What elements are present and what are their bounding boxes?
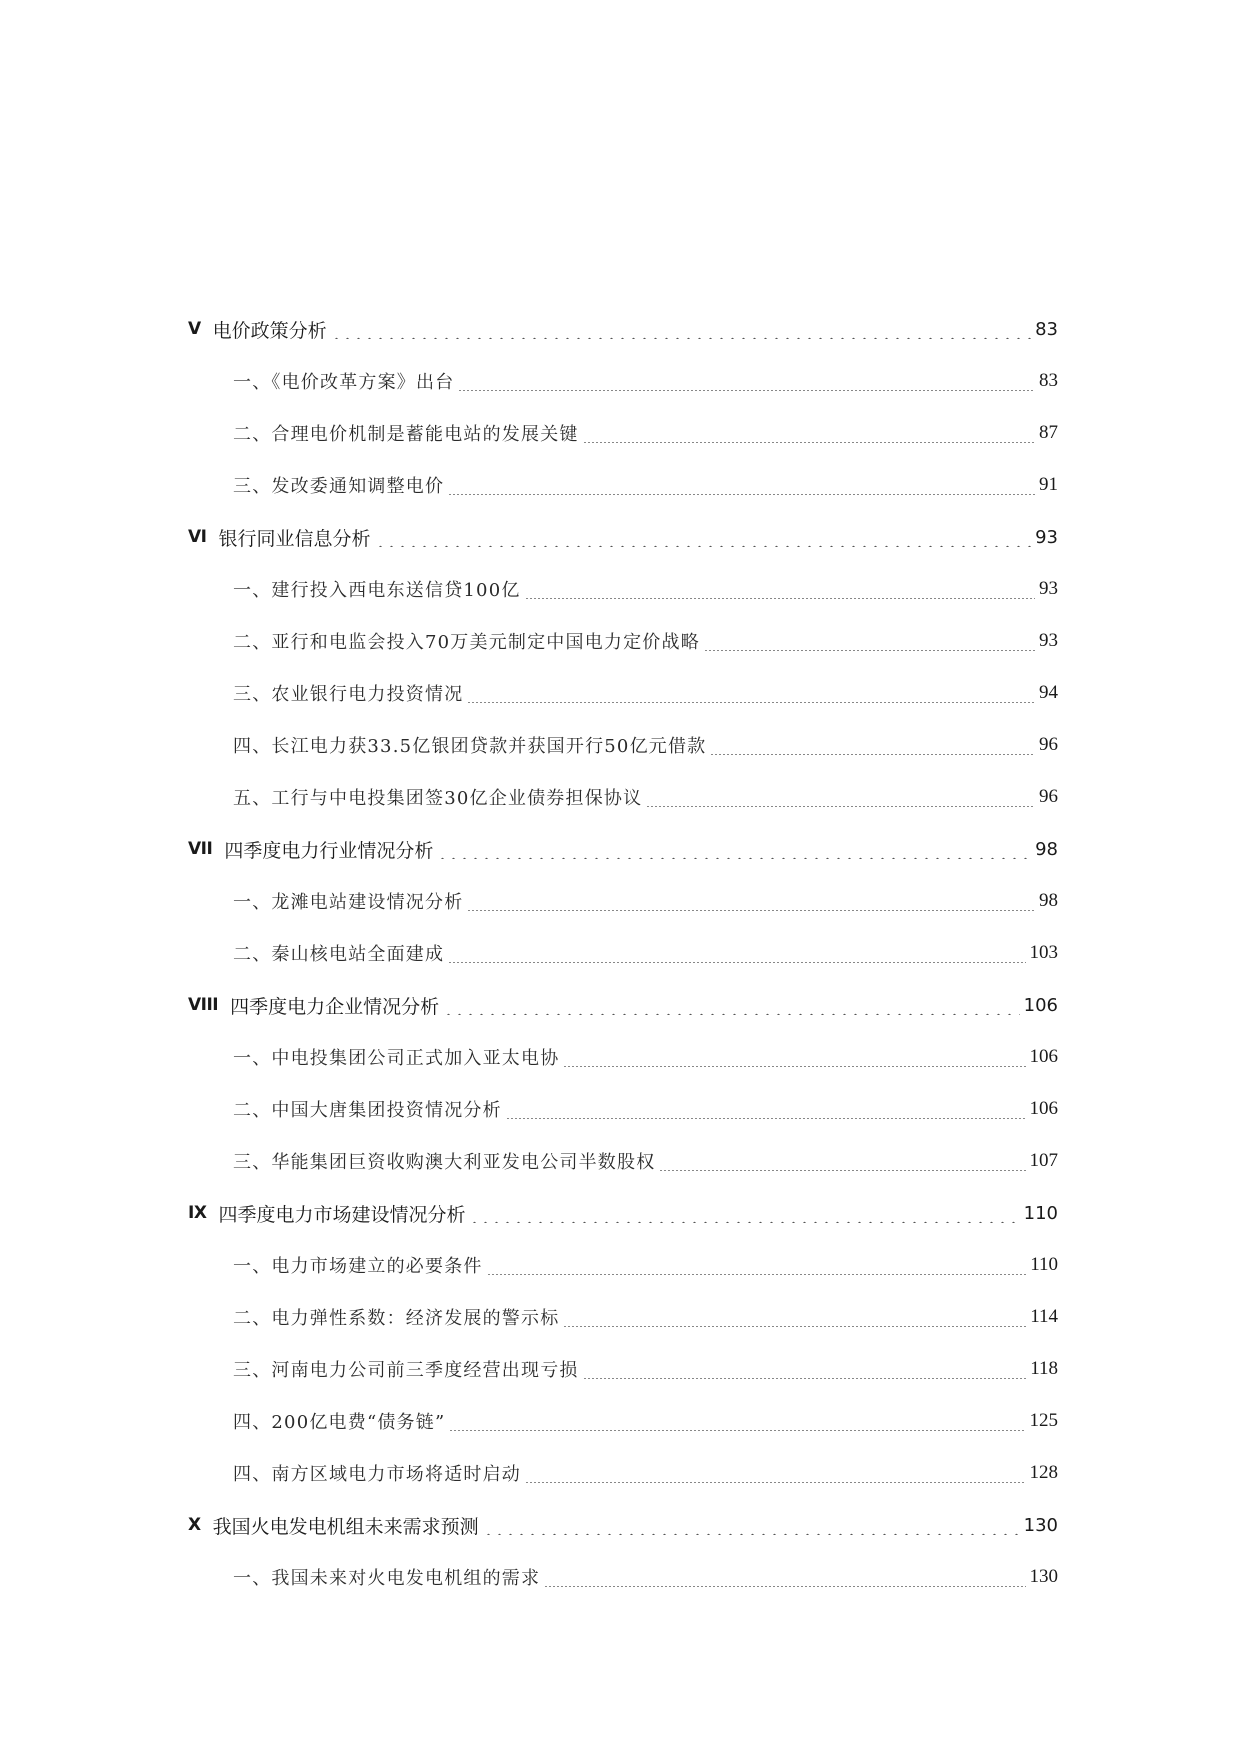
dot-leader — [375, 533, 1032, 547]
page-number: 118 — [1030, 1358, 1058, 1379]
toc-section-entry[interactable] — [188, 1083, 1058, 1135]
chapter-number: VII — [188, 839, 213, 859]
dot-leader — [443, 1001, 1019, 1015]
section-title: 一、龙滩电站建设情况分析 — [233, 892, 464, 913]
page-number: 114 — [1030, 1306, 1058, 1327]
chapter-title: 四季度电力市场建设情况分析 — [218, 1203, 466, 1226]
toc-chapter-entry[interactable] — [188, 1499, 1058, 1551]
page-number: 130 — [1029, 1566, 1058, 1587]
section-title: 三、河南电力公司前三季度经营出现亏损 — [233, 1360, 579, 1381]
dot-leader — [469, 1209, 1019, 1223]
toc-chapter-entry[interactable] — [188, 1187, 1058, 1239]
page-number: 110 — [1023, 1202, 1058, 1224]
chapter-title: 我国火电发电机组未来需求预测 — [212, 1515, 479, 1538]
dot-leader — [458, 377, 1035, 391]
toc-section-entry[interactable] — [188, 459, 1058, 511]
dot-leader — [525, 1469, 1026, 1483]
section-title: 五、工行与中电投集团签30亿企业债券担保协议 — [233, 788, 643, 809]
toc-section-entry[interactable] — [188, 1447, 1058, 1499]
page-number: 107 — [1029, 1150, 1058, 1171]
toc-section-entry[interactable] — [188, 1031, 1058, 1083]
page-number: 103 — [1029, 942, 1058, 963]
section-title: 二、合理电价机制是蓄能电站的发展关键 — [233, 424, 579, 445]
dot-leader — [467, 689, 1035, 703]
chapter-number: VI — [188, 527, 207, 547]
page-number: 94 — [1039, 682, 1058, 703]
dot-leader — [487, 1261, 1027, 1275]
toc-section-entry[interactable] — [188, 563, 1058, 615]
section-title: 一、我国未来对火电发电机组的需求 — [233, 1568, 541, 1589]
dot-leader — [704, 637, 1035, 651]
toc-section-entry[interactable] — [188, 1395, 1058, 1447]
chapter-title: 电价政策分析 — [212, 319, 327, 342]
toc-chapter-entry[interactable] — [188, 511, 1058, 563]
dot-leader — [448, 481, 1035, 495]
chapter-number: V — [188, 319, 201, 339]
page-number: 93 — [1035, 526, 1058, 548]
toc-section-entry[interactable] — [188, 355, 1058, 407]
page-number: 125 — [1029, 1410, 1058, 1431]
dot-leader — [467, 897, 1035, 911]
toc-section-entry[interactable] — [188, 771, 1058, 823]
section-title: 二、中国大唐集团投资情况分析 — [233, 1100, 502, 1121]
page-number: 106 — [1023, 994, 1058, 1016]
page-number: 87 — [1039, 422, 1058, 443]
dot-leader — [525, 585, 1035, 599]
page-number: 83 — [1039, 370, 1058, 391]
section-title: 四、南方区域电力市场将适时启动 — [233, 1464, 521, 1485]
table-of-contents — [188, 303, 1058, 1603]
dot-leader — [710, 741, 1035, 755]
dot-leader — [544, 1573, 1025, 1587]
dot-leader — [646, 793, 1035, 807]
dot-leader — [506, 1105, 1026, 1119]
chapter-title: 四季度电力行业情况分析 — [224, 839, 434, 862]
dot-leader — [437, 845, 1031, 859]
toc-chapter-entry[interactable] — [188, 303, 1058, 355]
chapter-title: 银行同业信息分析 — [218, 527, 371, 550]
dot-leader — [331, 325, 1031, 339]
section-title: 一、建行投入西电东送信贷100亿 — [233, 580, 521, 601]
chapter-number: X — [188, 1515, 201, 1535]
toc-chapter-entry[interactable] — [188, 823, 1058, 875]
section-title: 四、200亿电费“债务链” — [233, 1412, 446, 1433]
dot-leader — [583, 429, 1035, 443]
toc-section-entry[interactable] — [188, 407, 1058, 459]
toc-section-entry[interactable] — [188, 719, 1058, 771]
section-title: 一、中电投集团公司正式加入亚太电协 — [233, 1048, 560, 1069]
dot-leader — [583, 1365, 1027, 1379]
section-title: 三、华能集团巨资收购澳大利亚发电公司半数股权 — [233, 1152, 656, 1173]
page-number: 96 — [1039, 734, 1058, 755]
toc-section-entry[interactable] — [188, 1291, 1058, 1343]
dot-leader — [659, 1157, 1025, 1171]
toc-section-entry[interactable] — [188, 1239, 1058, 1291]
dot-leader — [563, 1053, 1025, 1067]
page-number: 93 — [1039, 630, 1058, 651]
page-number: 91 — [1039, 474, 1058, 495]
toc-section-entry[interactable] — [188, 927, 1058, 979]
dot-leader — [448, 949, 1025, 963]
section-title: 四、长江电力获33.5亿银团贷款并获国开行50亿元借款 — [233, 736, 707, 757]
chapter-title: 四季度电力企业情况分析 — [230, 995, 440, 1018]
toc-section-entry[interactable] — [188, 1343, 1058, 1395]
chapter-number: IX — [188, 1203, 207, 1223]
page-number: 83 — [1035, 318, 1058, 340]
toc-section-entry[interactable] — [188, 875, 1058, 927]
section-title: 三、发改委通知调整电价 — [233, 476, 445, 497]
page-number: 93 — [1039, 578, 1058, 599]
page-number: 106 — [1029, 1098, 1058, 1119]
dot-leader — [563, 1313, 1026, 1327]
page-number: 130 — [1023, 1514, 1058, 1536]
page-number: 110 — [1030, 1254, 1058, 1275]
toc-section-entry[interactable] — [188, 1135, 1058, 1187]
section-title: 二、秦山核电站全面建成 — [233, 944, 445, 965]
page-number: 98 — [1039, 890, 1058, 911]
section-title: 二、亚行和电监会投入70万美元制定中国电力定价战略 — [233, 632, 700, 653]
toc-section-entry[interactable] — [188, 615, 1058, 667]
section-title: 一、电力市场建立的必要条件 — [233, 1256, 483, 1277]
section-title: 三、农业银行电力投资情况 — [233, 684, 464, 705]
toc-chapter-entry[interactable] — [188, 979, 1058, 1031]
chapter-number: VIII — [188, 995, 219, 1015]
page-number: 98 — [1035, 838, 1058, 860]
page-number: 128 — [1029, 1462, 1058, 1483]
page-number: 96 — [1039, 786, 1058, 807]
dot-leader — [483, 1521, 1020, 1535]
toc-section-entry[interactable] — [188, 667, 1058, 719]
page-number: 106 — [1029, 1046, 1058, 1067]
dot-leader — [449, 1417, 1025, 1431]
toc-section-entry[interactable] — [188, 1551, 1058, 1603]
section-title: 二、电力弹性系数：经济发展的警示标 — [233, 1308, 560, 1329]
section-title: 一、《电价改革方案》出台 — [233, 372, 455, 393]
